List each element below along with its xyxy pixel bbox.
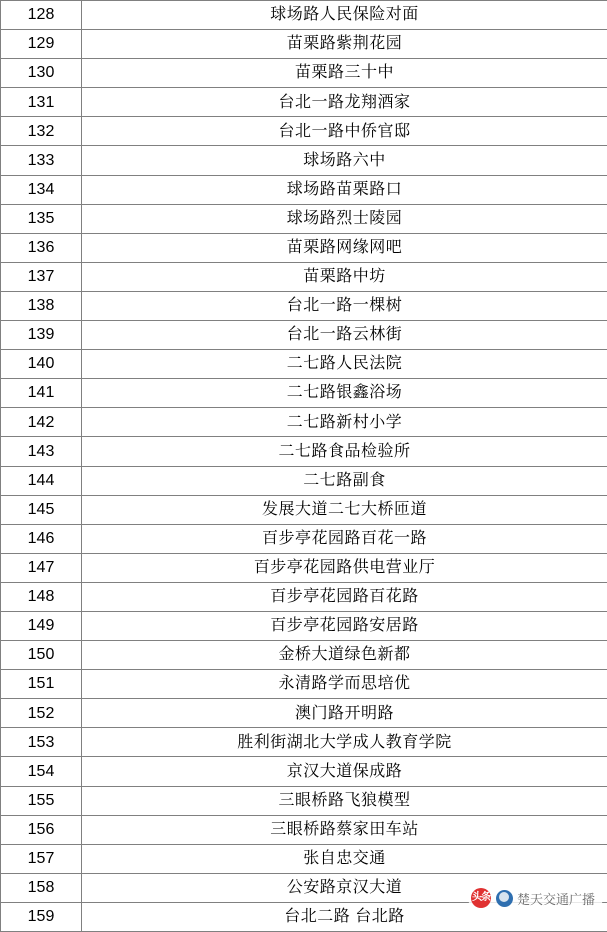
row-station-name: 三眼桥路蔡家田车站	[82, 815, 607, 844]
table-row	[1, 408, 607, 437]
table-row	[1, 582, 607, 611]
table-row	[1, 553, 607, 582]
table-row	[1, 175, 607, 204]
row-station-name: 百步亭花园路百花路	[82, 582, 607, 611]
row-station-name: 发展大道二七大桥匝道	[82, 495, 607, 524]
row-index: 157	[1, 844, 82, 873]
row-index: 135	[1, 204, 82, 233]
row-index: 144	[1, 466, 82, 495]
table-row	[1, 902, 607, 931]
table-row	[1, 466, 607, 495]
table-row	[1, 117, 607, 146]
row-station-name: 球场路烈士陵园	[82, 204, 607, 233]
row-station-name: 台北一路一棵树	[82, 291, 607, 320]
row-station-name: 二七路银鑫浴场	[82, 379, 607, 408]
row-index: 131	[1, 88, 82, 117]
row-index: 143	[1, 437, 82, 466]
row-index: 140	[1, 350, 82, 379]
row-station-name: 三眼桥路飞狼模型	[82, 786, 607, 815]
row-station-name: 百步亭花园路百花一路	[82, 524, 607, 553]
row-index: 134	[1, 175, 82, 204]
table-row	[1, 495, 607, 524]
table-row	[1, 728, 607, 757]
row-station-name: 百步亭花园路安居路	[82, 611, 607, 640]
table-row	[1, 59, 607, 88]
table-row	[1, 641, 607, 670]
row-station-name: 二七路人民法院	[82, 350, 607, 379]
row-index: 158	[1, 873, 82, 902]
table-row	[1, 611, 607, 640]
row-index: 136	[1, 233, 82, 262]
table-row	[1, 437, 607, 466]
table-row	[1, 379, 607, 408]
table-row	[1, 873, 607, 902]
row-index: 146	[1, 524, 82, 553]
row-index: 151	[1, 670, 82, 699]
row-station-name: 苗栗路三十中	[82, 59, 607, 88]
row-index: 149	[1, 611, 82, 640]
table-row	[1, 291, 607, 320]
row-index: 141	[1, 379, 82, 408]
row-station-name: 京汉大道保成路	[82, 757, 607, 786]
row-index: 156	[1, 815, 82, 844]
row-station-name: 球场路苗栗路口	[82, 175, 607, 204]
row-station-name: 二七路新村小学	[82, 408, 607, 437]
row-index: 154	[1, 757, 82, 786]
row-index: 152	[1, 699, 82, 728]
row-station-name: 台北一路中侨官邸	[82, 117, 607, 146]
table-row	[1, 204, 607, 233]
row-station-name: 永清路学而思培优	[82, 670, 607, 699]
table-body	[1, 1, 607, 932]
table-row	[1, 786, 607, 815]
table-row	[1, 1, 607, 30]
row-index: 128	[1, 1, 82, 30]
row-index: 155	[1, 786, 82, 815]
row-station-name: 澳门路开明路	[82, 699, 607, 728]
row-index: 148	[1, 582, 82, 611]
row-station-name: 球场路人民保险对面	[82, 1, 607, 30]
row-index: 145	[1, 495, 82, 524]
row-index: 133	[1, 146, 82, 175]
row-station-name: 公安路京汉大道	[82, 873, 607, 902]
row-station-name: 台北二路 台北路	[82, 902, 607, 931]
row-station-name: 苗栗路紫荆花园	[82, 30, 607, 59]
row-station-name: 百步亭花园路供电营业厅	[82, 553, 607, 582]
row-station-name: 二七路副食	[82, 466, 607, 495]
row-index: 159	[1, 902, 82, 931]
row-station-name: 二七路食品检验所	[82, 437, 607, 466]
row-index: 150	[1, 641, 82, 670]
row-index: 147	[1, 553, 82, 582]
table-row	[1, 233, 607, 262]
table-row	[1, 670, 607, 699]
table-row	[1, 146, 607, 175]
watermark-label: 楚天交通广播	[517, 889, 595, 908]
table-row	[1, 30, 607, 59]
row-station-name: 台北一路云林街	[82, 321, 607, 350]
row-index: 130	[1, 59, 82, 88]
row-station-name: 苗栗路网缘网吧	[82, 233, 607, 262]
row-index: 132	[1, 117, 82, 146]
row-station-name: 金桥大道绿色新都	[82, 641, 607, 670]
table-row	[1, 262, 607, 291]
toutiao-logo-icon: 头条	[471, 888, 491, 908]
table-row	[1, 815, 607, 844]
row-station-name: 球场路六中	[82, 146, 607, 175]
row-index: 138	[1, 291, 82, 320]
table-row	[1, 844, 607, 873]
row-index: 153	[1, 728, 82, 757]
table-row	[1, 524, 607, 553]
row-index: 137	[1, 262, 82, 291]
row-index: 142	[1, 408, 82, 437]
table-row	[1, 88, 607, 117]
row-station-name: 苗栗路中坊	[82, 262, 607, 291]
table-row	[1, 757, 607, 786]
row-index: 139	[1, 321, 82, 350]
row-station-name: 张自忠交通	[82, 844, 607, 873]
table-row	[1, 321, 607, 350]
table-row	[1, 699, 607, 728]
table-row	[1, 350, 607, 379]
row-index: 129	[1, 30, 82, 59]
row-station-name: 台北一路龙翔酒家	[82, 88, 607, 117]
row-station-name: 胜利街湖北大学成人教育学院	[82, 728, 607, 757]
